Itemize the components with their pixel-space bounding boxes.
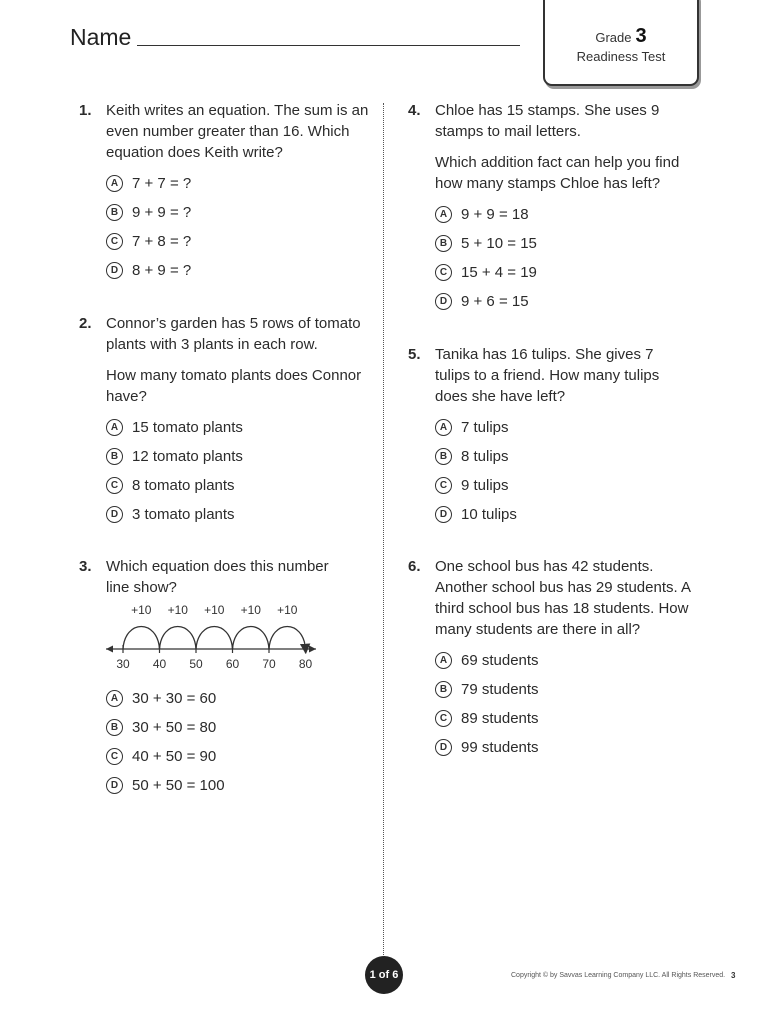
answer-choice-d[interactable] [435,504,710,533]
choice-text: 30 + 30 = 60 [132,690,217,707]
question-text: Which addition fact can help you find how many stamps Chloe has left? [435,154,680,192]
answer-choice-a[interactable] [435,650,710,679]
choice-bubble[interactable]: B [435,448,452,465]
choice-bubble[interactable]: A [106,419,123,436]
choice-text: 8 + 9 = ? [132,262,192,279]
answer-choice-b[interactable] [435,446,710,475]
choice-bubble[interactable]: A [106,175,123,192]
question-text: How many tomato plants does Connor have? [106,367,362,405]
choice-bubble[interactable]: D [106,777,123,794]
answer-choice-b[interactable] [435,233,710,262]
jump-arc [160,627,197,650]
choice-text: 10 tulips [461,506,517,523]
choice-bubble[interactable]: C [106,233,123,250]
choice-text: 8 tomato plants [132,477,235,494]
answer-choice-b[interactable] [106,202,381,231]
choice-text: 30 + 50 = 80 [132,719,217,736]
page-indicator-badge: 1 of 6 [365,956,403,994]
choice-text: 79 students [461,681,539,698]
choice-text: 50 + 50 = 100 [132,777,225,794]
grade-line [545,25,697,48]
test-title: Readiness Test [576,49,666,64]
grade-box [543,0,699,86]
question-text: Connor’s garden has 5 rows of tomato plants with 3 plants in each row. [106,315,361,353]
question-text: Keith writes an equation. The sum is an even number greater than 16. Which equation does Keith write? [106,102,369,161]
question-number: 5. [408,346,421,363]
answer-choice-c[interactable] [435,708,710,737]
choice-bubble[interactable]: B [106,719,123,736]
answer-choice-c[interactable] [435,475,710,504]
jump-label: +10 [204,604,225,617]
answer-choice-b[interactable] [435,679,710,708]
number-line-tick-label: 50 [189,657,203,671]
copyright-notice: Copyright © by Savvas Learning Company LLC. All Rights Reserved. [511,972,726,979]
answer-choice-a[interactable] [435,204,710,233]
choice-bubble[interactable]: D [435,293,452,310]
jump-arc [123,627,160,650]
number-line-tick-label: 60 [225,657,240,671]
choice-bubble[interactable]: A [435,652,452,669]
choice-text: 15 + 4 = 19 [461,264,537,281]
answer-choice-c[interactable] [106,746,381,775]
choice-bubble[interactable]: D [106,262,123,279]
answer-choice-a[interactable] [435,417,710,446]
answer-choice-d[interactable] [435,737,710,766]
answer-choice-c[interactable] [435,262,710,291]
choice-bubble[interactable]: C [435,710,452,727]
jump-label: +10 [240,604,261,617]
choice-bubble[interactable]: A [435,206,452,223]
choice-text: 9 tulips [461,477,509,494]
answer-choice-d[interactable] [435,291,710,320]
choice-bubble[interactable]: C [106,477,123,494]
jump-arc [233,627,270,650]
choice-text: 12 tomato plants [132,448,243,465]
choice-bubble[interactable]: A [435,419,452,436]
answer-choice-d[interactable] [106,504,381,533]
number-line-tick-label: 70 [262,657,276,671]
question-number: 4. [408,102,421,119]
question-number: 2. [79,315,92,332]
name-label: Name [70,24,132,50]
choice-bubble[interactable]: C [435,477,452,494]
choice-text: 99 students [461,739,539,756]
number-line-tick-label: 80 [298,657,313,671]
jump-label: +10 [277,604,298,617]
jump-arc [269,627,306,650]
choice-bubble[interactable]: B [106,448,123,465]
answer-choice-b[interactable] [106,717,381,746]
question-text: One school bus has 42 students. Another school bus has 29 students. A third school bus has 18 students. How many students are there in all? [435,558,691,638]
grade-label: Grade [595,30,632,45]
question-text: Chloe has 15 stamps. She uses 9 stamps to mail letters. [435,102,660,140]
choice-text: 7 + 7 = ? [132,175,192,192]
grade-number: 3 [635,25,647,47]
choice-text: 9 + 9 = ? [132,204,192,221]
jump-label: +10 [167,604,188,617]
question-text: Tanika has 16 tulips. She gives 7 tulips to a friend. How many tulips does she have left? [435,346,660,405]
choice-bubble[interactable]: B [106,204,123,221]
question-number: 1. [79,102,92,119]
choice-text: 8 tulips [461,448,509,465]
answer-choice-b[interactable] [106,446,381,475]
choice-bubble[interactable]: B [435,681,452,698]
answer-choice-a[interactable] [106,417,381,446]
answer-choice-d[interactable] [106,260,381,289]
choice-text: 7 tulips [461,419,509,436]
choice-text: 15 tomato plants [132,419,243,436]
question-number: 6. [408,558,421,575]
choice-bubble[interactable]: C [106,748,123,765]
answer-choice-a[interactable] [106,688,381,717]
name-line [137,45,520,46]
answer-choices [106,417,381,533]
answer-choices [435,650,710,766]
choice-text: 40 + 50 = 90 [132,748,217,765]
choice-text: 5 + 10 = 15 [461,235,537,252]
choice-bubble[interactable]: D [106,506,123,523]
number-line-tick-label: 40 [152,657,167,671]
answer-choices [106,688,381,804]
jump-label: +10 [131,604,152,617]
page-number: 3 [731,971,736,980]
answer-choice-c[interactable] [106,231,381,260]
jump-arc [196,627,233,650]
answer-choices [106,173,381,289]
choice-text: 69 students [461,652,539,669]
choice-bubble[interactable]: B [435,235,452,252]
answer-choice-c[interactable] [106,475,381,504]
number-line [104,604,324,674]
question-text: Which equation does this number line show? [106,558,329,596]
answer-choice-a[interactable] [106,173,381,202]
choice-text: 3 tomato plants [132,506,235,523]
choice-text: 89 students [461,710,539,727]
answer-choices [435,417,710,533]
number-line-tick-label: 30 [116,657,130,671]
choice-bubble[interactable]: D [435,506,452,523]
choice-text: 9 + 6 = 15 [461,293,529,310]
axis-left-arrowhead [106,646,113,653]
choice-text: 9 + 9 = 18 [461,206,529,223]
answer-choices [435,204,710,320]
choice-text: 7 + 8 = ? [132,233,192,250]
choice-bubble[interactable]: C [435,264,452,281]
axis-right-arrowhead [309,646,316,653]
question-number: 3. [79,558,92,575]
choice-bubble[interactable]: A [106,690,123,707]
column-divider [383,103,384,955]
choice-bubble[interactable]: D [435,739,452,756]
answer-choice-d[interactable] [106,775,381,804]
